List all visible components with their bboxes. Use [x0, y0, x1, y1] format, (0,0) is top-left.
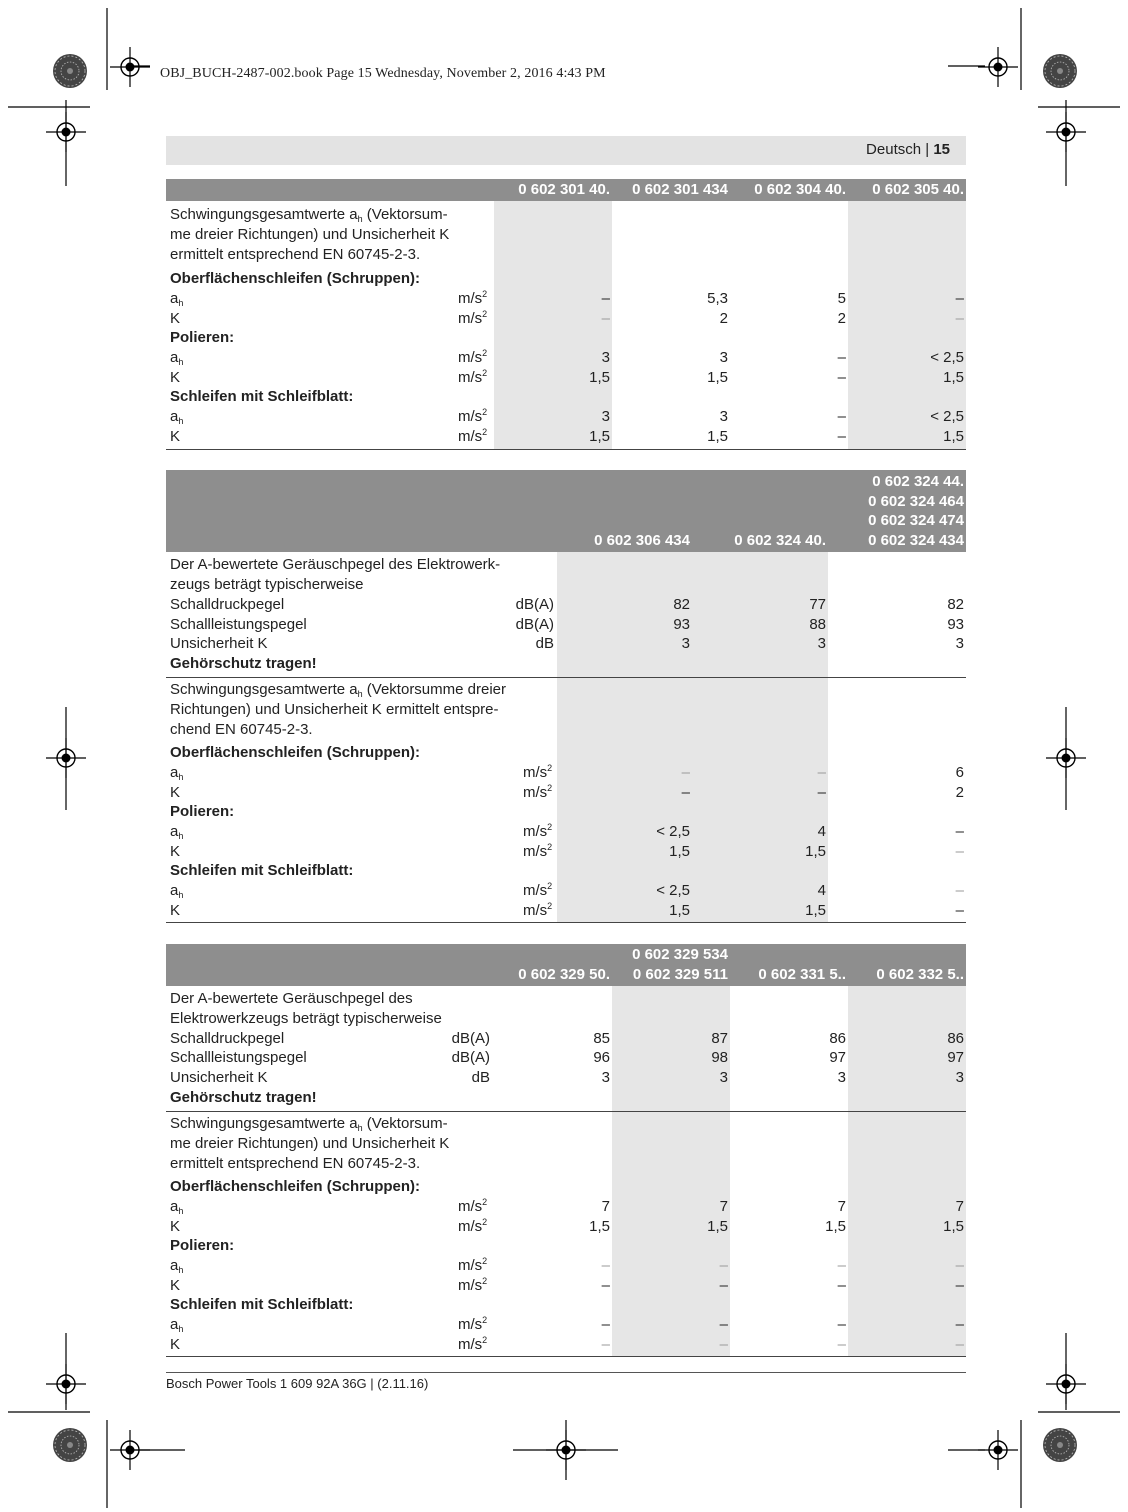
row-label: Schalldruckpegel [170, 1030, 285, 1047]
cell: 1,5 [589, 428, 610, 445]
section-title: Polieren: [170, 803, 235, 820]
cell: < 2,5 [656, 882, 690, 899]
symbol-sub: h [178, 416, 184, 426]
cell: 3 [681, 635, 690, 652]
cell: 3 [837, 1069, 846, 1086]
unit: dB(A) [451, 1030, 490, 1047]
cell: – [837, 349, 846, 366]
row-symbol [170, 881, 183, 901]
noise-intro: Elektrowerkzeugs beträgt typischerweise [170, 1010, 442, 1027]
intro-part: (Vektorsumme dreier [362, 681, 507, 698]
unit [523, 783, 552, 803]
unit: dB [471, 1069, 490, 1086]
cell: 2 [955, 784, 964, 801]
cell: – [719, 1257, 728, 1274]
footer-rule [166, 1372, 966, 1373]
cell: – [955, 1257, 964, 1274]
unit-base: m/s [523, 764, 548, 781]
cell: 3 [955, 635, 964, 652]
cell: – [955, 1277, 964, 1294]
noise-intro: Der A-bewertete Geräuschpegel des Elektrowerk- [170, 556, 501, 573]
unit [458, 1315, 487, 1335]
cell: – [837, 1336, 846, 1353]
cell: – [955, 843, 964, 860]
unit-base: m/s [458, 290, 483, 307]
unit-base: m/s [523, 902, 548, 919]
unit-base: m/s [458, 310, 483, 327]
cell: – [837, 1277, 846, 1294]
row-symbol: K [170, 1277, 181, 1294]
cell: – [837, 1316, 846, 1333]
cell: 3 [955, 1069, 964, 1086]
unit [458, 427, 487, 447]
cell: 96 [593, 1049, 610, 1066]
unit [458, 309, 487, 329]
symbol-sub: h [178, 772, 184, 782]
unit [523, 901, 552, 921]
cell: – [955, 902, 964, 919]
unit-sup: 2 [482, 1276, 488, 1286]
symbol-a: a [170, 290, 179, 307]
unit-sup: 2 [482, 289, 488, 299]
section-title: Oberflächenschleifen (Schruppen): [170, 270, 421, 287]
col-header: 0 602 324 40. [734, 532, 826, 549]
unit: dB(A) [515, 616, 554, 633]
unit-base: m/s [458, 349, 483, 366]
cell: 1,5 [589, 1218, 610, 1235]
cell: – [955, 290, 964, 307]
header-label [866, 141, 950, 158]
intro-text [170, 680, 506, 700]
cell: – [955, 310, 964, 327]
cell: – [601, 1277, 610, 1294]
cell: 3 [601, 408, 610, 425]
unit [523, 881, 552, 901]
intro-text: me dreier Richtungen) und Unsicherheit K [170, 1135, 450, 1152]
cell: 1,5 [805, 902, 826, 919]
cell: – [955, 1336, 964, 1353]
intro-text [170, 1114, 448, 1134]
row-symbol: K [170, 843, 181, 860]
cell: 7 [601, 1198, 610, 1215]
table-noise-vibration-2 [166, 470, 966, 924]
cell: 3 [719, 408, 728, 425]
unit-base: m/s [523, 843, 548, 860]
cell: 93 [947, 616, 964, 633]
unit-sup: 2 [547, 842, 553, 852]
unit [458, 1335, 487, 1355]
cell: 7 [719, 1198, 728, 1215]
symbol-sub: h [178, 1265, 184, 1275]
cell: – [837, 1257, 846, 1274]
cell: 1,5 [669, 902, 690, 919]
section-divider [166, 677, 966, 678]
table-bottom-rule [166, 922, 966, 923]
col-header: 0 602 306 434 [594, 532, 690, 549]
cell: 1,5 [825, 1218, 846, 1235]
row-label: Schalldruckpegel [170, 596, 285, 613]
table-bottom-rule [166, 1356, 966, 1357]
unit: dB(A) [451, 1049, 490, 1066]
row-symbol: K [170, 902, 181, 919]
cell: 1,5 [805, 843, 826, 860]
unit-sup: 2 [482, 309, 488, 319]
cell: – [817, 764, 826, 781]
intro-part: (Vektorsum- [362, 1115, 448, 1132]
row-symbol: K [170, 784, 181, 801]
cell: 82 [673, 596, 690, 613]
cell: – [601, 290, 610, 307]
page-header [166, 136, 966, 165]
cell: – [837, 408, 846, 425]
row-label: Unsicherheit K [170, 635, 268, 652]
section-title: Schleifen mit Schleifblatt: [170, 862, 354, 879]
cell: 6 [955, 764, 964, 781]
unit [523, 763, 552, 783]
section-divider [166, 1111, 966, 1112]
unit [458, 1217, 487, 1237]
col-header: 0 602 329 534 [632, 946, 728, 963]
cell: 97 [947, 1049, 964, 1066]
col-header: 0 602 329 50. [518, 966, 610, 983]
unit-sup: 2 [482, 1217, 488, 1227]
cell: 4 [817, 882, 826, 899]
unit [458, 407, 487, 427]
unit-sup: 2 [482, 1335, 488, 1345]
cell: 85 [593, 1030, 610, 1047]
cell: 7 [837, 1198, 846, 1215]
unit [523, 822, 552, 842]
cell: 77 [809, 596, 826, 613]
intro-text: Richtungen) und Unsicherheit K ermittelt entspre- [170, 701, 499, 718]
unit-sup: 2 [547, 763, 553, 773]
cell: 1,5 [707, 369, 728, 386]
symbol-a: a [170, 408, 179, 425]
unit [523, 842, 552, 862]
unit-sup: 2 [482, 407, 488, 417]
table-noise-vibration-3 [166, 944, 966, 1358]
cell: – [681, 784, 690, 801]
symbol-sub: h [178, 1206, 184, 1216]
cell: 1,5 [669, 843, 690, 860]
intro-part: Schwingungsgesamtwerte a [170, 681, 358, 698]
row-symbol: K [170, 310, 181, 327]
unit-sup: 2 [547, 783, 553, 793]
intro-text: chend EN 60745-2-3. [170, 721, 313, 738]
unit [458, 1197, 487, 1217]
unit-sup: 2 [482, 427, 488, 437]
symbol-a: a [170, 823, 179, 840]
intro-text [170, 205, 448, 225]
noise-intro: zeugs beträgt typischerweise [170, 576, 364, 593]
intro-part: Schwingungsgesamtwerte a [170, 206, 358, 223]
unit-base: m/s [458, 408, 483, 425]
cell: – [601, 1257, 610, 1274]
row-symbol [170, 822, 183, 842]
symbol-sub: h [178, 298, 184, 308]
cell: 82 [947, 596, 964, 613]
unit-sup: 2 [482, 368, 488, 378]
cell: 98 [711, 1049, 728, 1066]
row-symbol [170, 1197, 183, 1217]
symbol-sub: h [178, 357, 184, 367]
unit-sup: 2 [482, 348, 488, 358]
unit-base: m/s [458, 1316, 483, 1333]
page-footer: Bosch Power Tools 1 609 92A 36G | (2.11.16) [166, 1376, 429, 1391]
unit-base: m/s [458, 1257, 483, 1274]
symbol-sub: h [178, 890, 184, 900]
unit [458, 368, 487, 388]
row-label: Schallleistungspegel [170, 616, 307, 633]
intro-text: ermittelt entsprechend EN 60745-2-3. [170, 246, 421, 263]
section-title: Polieren: [170, 329, 235, 346]
cell: 86 [947, 1030, 964, 1047]
header-separator: | [921, 141, 934, 158]
cell: 1,5 [589, 369, 610, 386]
cell: 2 [837, 310, 846, 327]
cell: 5,3 [707, 290, 728, 307]
row-symbol [170, 289, 183, 309]
noise-intro: Der A-bewertete Geräuschpegel des [170, 990, 413, 1007]
intro-sub: h [357, 1123, 363, 1133]
symbol-a: a [170, 349, 179, 366]
cell: – [601, 1336, 610, 1353]
col-header: 0 602 332 5.. [876, 966, 964, 983]
cell: – [817, 784, 826, 801]
section-title: Oberflächenschleifen (Schruppen): [170, 744, 421, 761]
unit-sup: 2 [482, 1197, 488, 1207]
cell: 87 [711, 1030, 728, 1047]
hearing-protection-note: Gehörschutz tragen! [170, 1089, 317, 1106]
unit-sup: 2 [482, 1315, 488, 1325]
section-title: Schleifen mit Schleifblatt: [170, 1296, 354, 1313]
cell: 3 [601, 349, 610, 366]
cell: 88 [809, 616, 826, 633]
symbol-a: a [170, 1257, 179, 1274]
section-title: Polieren: [170, 1237, 235, 1254]
cell: 2 [719, 310, 728, 327]
col-header: 0 602 324 434 [868, 532, 964, 549]
col-header: 0 602 324 464 [868, 493, 964, 510]
intro-text: me dreier Richtungen) und Unsicherheit K [170, 226, 450, 243]
symbol-a: a [170, 882, 179, 899]
unit-base: m/s [458, 1277, 483, 1294]
cell: < 2,5 [930, 349, 964, 366]
row-symbol: K [170, 428, 181, 445]
intro-part: (Vektorsum- [362, 206, 448, 223]
cell: 1,5 [943, 369, 964, 386]
table-bottom-rule [166, 449, 966, 450]
unit-base: m/s [458, 1198, 483, 1215]
unit: dB(A) [515, 596, 554, 613]
cell: – [837, 369, 846, 386]
cell: 3 [719, 1069, 728, 1086]
row-label: Unsicherheit K [170, 1069, 268, 1086]
unit [458, 348, 487, 368]
cell: 3 [817, 635, 826, 652]
cell: 5 [837, 290, 846, 307]
unit-base: m/s [523, 882, 548, 899]
unit-sup: 2 [482, 1256, 488, 1266]
intro-text: ermittelt entsprechend EN 60745-2-3. [170, 1155, 421, 1172]
section-title: Oberflächenschleifen (Schruppen): [170, 1178, 421, 1195]
unit-base: m/s [523, 784, 548, 801]
unit-base: m/s [458, 428, 483, 445]
unit [458, 289, 487, 309]
cell: 3 [719, 349, 728, 366]
cell: – [719, 1316, 728, 1333]
header-language: Deutsch [866, 141, 922, 158]
col-header: 0 602 324 474 [868, 512, 964, 529]
cell: – [681, 764, 690, 781]
cell: – [719, 1277, 728, 1294]
row-symbol [170, 348, 183, 368]
unit: dB [535, 635, 554, 652]
cell: 1,5 [707, 1218, 728, 1235]
unit-sup: 2 [547, 901, 553, 911]
unit-base: m/s [458, 1218, 483, 1235]
row-symbol: K [170, 369, 181, 386]
unit [458, 1276, 487, 1296]
col-header: 0 602 329 511 [632, 966, 728, 983]
cell: – [955, 1316, 964, 1333]
cell: 1,5 [943, 1218, 964, 1235]
cell: 86 [829, 1030, 846, 1047]
cell: 1,5 [707, 428, 728, 445]
section-title: Schleifen mit Schleifblatt: [170, 388, 354, 405]
cell: – [719, 1336, 728, 1353]
cell: < 2,5 [930, 408, 964, 425]
col-header: 0 602 324 44. [872, 473, 964, 490]
print-slug: OBJ_BUCH-2487-002.book Page 15 Wednesday, November 2, 2016 4:43 PM [160, 66, 606, 81]
cell: – [955, 882, 964, 899]
cell: 4 [817, 823, 826, 840]
unit-sup: 2 [547, 881, 553, 891]
hearing-protection-note: Gehörschutz tragen! [170, 655, 317, 672]
col-header: 0 602 305 40. [872, 181, 964, 198]
cell: 93 [673, 616, 690, 633]
symbol-sub: h [178, 1324, 184, 1334]
intro-sub: h [357, 214, 363, 224]
row-symbol: K [170, 1218, 181, 1235]
symbol-a: a [170, 764, 179, 781]
row-symbol [170, 763, 183, 783]
unit-sup: 2 [547, 822, 553, 832]
cell: < 2,5 [656, 823, 690, 840]
row-symbol: K [170, 1336, 181, 1353]
row-symbol [170, 1315, 183, 1335]
intro-sub: h [357, 689, 363, 699]
col-header: 0 602 301 434 [632, 181, 728, 198]
symbol-sub: h [178, 831, 184, 841]
symbol-a: a [170, 1198, 179, 1215]
table-vibration-1 [166, 179, 966, 451]
cell: 97 [829, 1049, 846, 1066]
page-number: 15 [933, 141, 950, 158]
col-header: 0 602 304 40. [754, 181, 846, 198]
row-label: Schallleistungspegel [170, 1049, 307, 1066]
cell: 1,5 [943, 428, 964, 445]
unit-base: m/s [458, 369, 483, 386]
intro-part: Schwingungsgesamtwerte a [170, 1115, 358, 1132]
symbol-a: a [170, 1316, 179, 1333]
row-symbol [170, 407, 183, 427]
cell: 3 [601, 1069, 610, 1086]
cell: – [601, 310, 610, 327]
row-symbol [170, 1256, 183, 1276]
unit-base: m/s [458, 1336, 483, 1353]
cell: – [955, 823, 964, 840]
unit [458, 1256, 487, 1276]
col-header: 0 602 301 40. [518, 181, 610, 198]
cell: – [601, 1316, 610, 1333]
unit-base: m/s [523, 823, 548, 840]
cell: 7 [955, 1198, 964, 1215]
col-header: 0 602 331 5.. [758, 966, 846, 983]
cell: – [837, 428, 846, 445]
